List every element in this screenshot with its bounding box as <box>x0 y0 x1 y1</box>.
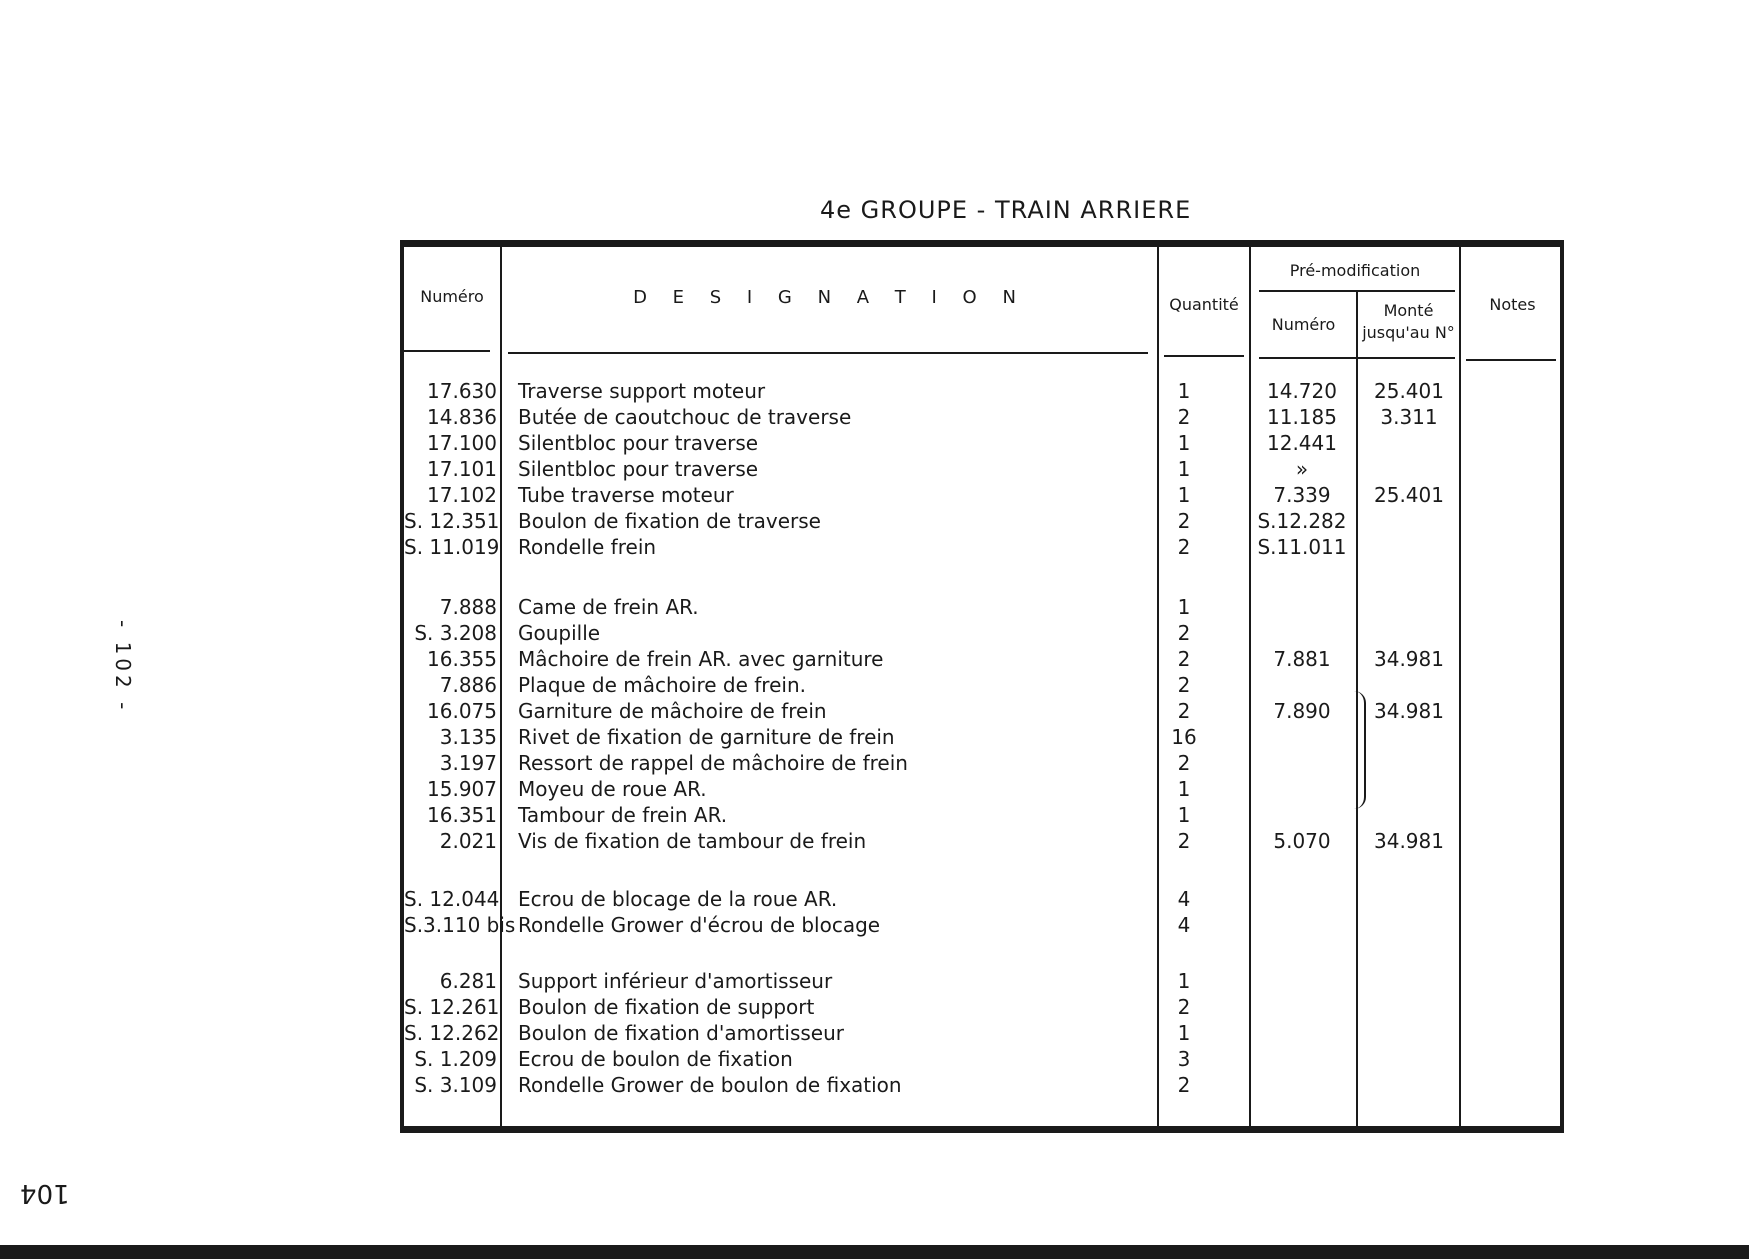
cell-quantite: 2 <box>1177 647 1191 671</box>
cell-premod-numero: 11.185 <box>1267 405 1337 429</box>
table-row <box>404 379 1560 405</box>
scan-edge <box>0 1245 1749 1259</box>
table-row <box>404 699 1560 725</box>
cell-premod-numero: 7.881 <box>1273 647 1331 671</box>
side-page-number: - 102 - <box>111 620 135 714</box>
cell-quantite: 1 <box>1177 483 1191 507</box>
cell-quantite: 2 <box>1177 699 1191 723</box>
header-premod: Pré-modification <box>1289 261 1421 280</box>
table-row <box>404 535 1560 561</box>
cell-premod-monte: 34.981 <box>1374 829 1444 853</box>
table-row <box>404 509 1560 535</box>
cell-quantite: 2 <box>1177 1073 1191 1097</box>
cell-numero: S. 3.109 <box>414 1073 497 1097</box>
table-row <box>404 995 1560 1021</box>
table-row <box>404 1047 1560 1073</box>
cell-premod-numero: S.11.011 <box>1257 535 1347 559</box>
cell-designation: Mâchoire de frein AR. avec garniture <box>518 647 884 671</box>
header-premod-monte: Monté <box>1383 301 1434 320</box>
cell-premod-numero: » <box>1295 457 1309 481</box>
cell-numero: S. 1.209 <box>414 1047 497 1071</box>
cell-designation: Rondelle frein <box>518 535 657 559</box>
cell-numero: 17.101 <box>427 457 497 481</box>
cell-premod-monte: 34.981 <box>1374 647 1444 671</box>
header-notes: Notes <box>1489 295 1536 314</box>
cell-numero: 16.355 <box>427 647 497 671</box>
cell-designation: Rivet de fixation de garniture de frein <box>518 725 895 749</box>
table-row <box>404 969 1560 995</box>
cell-premod-numero: 5.070 <box>1273 829 1331 853</box>
cell-quantite: 4 <box>1177 887 1191 911</box>
cell-numero: 2.021 <box>439 829 497 853</box>
cell-designation: Garniture de mâchoire de frein <box>518 699 827 723</box>
cell-premod-monte: 25.401 <box>1374 483 1444 507</box>
cell-designation: Silentbloc pour traverse <box>518 431 759 455</box>
table-row <box>404 913 1560 939</box>
table-row <box>404 457 1560 483</box>
cell-numero: S.3.110 bis <box>404 913 516 937</box>
cell-designation: Ecrou de blocage de la roue AR. <box>518 887 838 911</box>
header-quantite: Quantité <box>1169 295 1239 314</box>
cell-numero: 16.351 <box>427 803 497 827</box>
cell-quantite: 1 <box>1177 457 1191 481</box>
cell-designation: Ecrou de boulon de fixation <box>518 1047 793 1071</box>
cell-numero: 3.135 <box>439 725 497 749</box>
cell-designation: Silentbloc pour traverse <box>518 457 759 481</box>
cell-quantite: 2 <box>1177 405 1191 429</box>
cell-designation: Rondelle Grower d'écrou de blocage <box>518 913 881 937</box>
cell-numero: 17.102 <box>427 483 497 507</box>
cell-quantite: 16 <box>1171 725 1197 749</box>
cell-designation: Traverse support moteur <box>518 379 766 403</box>
cell-designation: Support inférieur d'amortisseur <box>518 969 833 993</box>
cell-numero: S. 11.019 <box>404 535 500 559</box>
cell-numero: 17.630 <box>427 379 497 403</box>
cell-quantite: 1 <box>1177 595 1191 619</box>
cell-designation: Tambour de frein AR. <box>518 803 728 827</box>
cell-quantite: 2 <box>1177 995 1191 1019</box>
table-row <box>404 1073 1560 1099</box>
table-row <box>404 673 1560 699</box>
cell-premod-numero: 7.890 <box>1273 699 1331 723</box>
cell-premod-numero: 7.339 <box>1273 483 1331 507</box>
cell-numero: 7.886 <box>439 673 497 697</box>
cell-quantite: 2 <box>1177 673 1191 697</box>
page-number: 104 <box>20 1178 70 1208</box>
cell-designation: Moyeu de roue AR. <box>518 777 707 801</box>
cell-premod-monte: 25.401 <box>1374 379 1444 403</box>
table-row <box>404 751 1560 777</box>
cell-quantite: 2 <box>1177 535 1191 559</box>
cell-designation: Ressort de rappel de mâchoire de frein <box>518 751 908 775</box>
cell-quantite: 1 <box>1177 969 1191 993</box>
cell-numero: 6.281 <box>439 969 497 993</box>
header-numero: Numéro <box>420 287 484 306</box>
parts-table <box>400 240 1564 1133</box>
cell-premod-monte: 3.311 <box>1380 405 1438 429</box>
header-premod-monte-suffix: jusqu'au N° <box>1362 323 1455 342</box>
page-title: 4e GROUPE - TRAIN ARRIERE <box>820 196 1192 224</box>
cell-quantite: 1 <box>1177 431 1191 455</box>
cell-designation: Tube traverse moteur <box>518 483 734 507</box>
table-row <box>404 621 1560 647</box>
cell-designation: Boulon de fixation d'amortisseur <box>518 1021 845 1045</box>
cell-numero: S. 12.351 <box>404 509 500 533</box>
cell-numero: 17.100 <box>427 431 497 455</box>
cell-numero: S. 12.261 <box>404 995 500 1019</box>
cell-designation: Came de frein AR. <box>518 595 699 619</box>
cell-quantite: 1 <box>1177 777 1191 801</box>
cell-numero: S. 12.262 <box>404 1021 500 1045</box>
cell-designation: Goupille <box>518 621 601 645</box>
cell-designation: Butée de caoutchouc de traverse <box>518 405 852 429</box>
cell-quantite: 2 <box>1177 829 1191 853</box>
cell-premod-monte: 34.981 <box>1374 699 1444 723</box>
table-row <box>404 1021 1560 1047</box>
cell-designation: Boulon de fixation de traverse <box>518 509 821 533</box>
table-row <box>404 483 1560 509</box>
table-row <box>404 431 1560 457</box>
cell-premod-numero: 14.720 <box>1267 379 1337 403</box>
cell-numero: 14.836 <box>427 405 497 429</box>
cell-numero: S. 12.044 <box>404 887 500 911</box>
header-designation: D E S I G N A T I O N <box>633 287 1026 308</box>
cell-designation: Vis de fixation de tambour de frein <box>518 829 867 853</box>
cell-premod-numero: S.12.282 <box>1257 509 1347 533</box>
cell-designation: Plaque de mâchoire de frein. <box>518 673 806 697</box>
table-row <box>404 887 1560 913</box>
cell-quantite: 1 <box>1177 379 1191 403</box>
table-row <box>404 647 1560 673</box>
cell-numero: 7.888 <box>439 595 497 619</box>
cell-premod-numero: 12.441 <box>1267 431 1337 455</box>
cell-quantite: 2 <box>1177 751 1191 775</box>
table-row <box>404 405 1560 431</box>
cell-designation: Rondelle Grower de boulon de fixation <box>518 1073 902 1097</box>
table-body <box>404 247 1560 1126</box>
cell-quantite: 2 <box>1177 509 1191 533</box>
cell-quantite: 4 <box>1177 913 1191 937</box>
cell-numero: 15.907 <box>427 777 497 801</box>
cell-numero: 16.075 <box>427 699 497 723</box>
cell-quantite: 2 <box>1177 621 1191 645</box>
cell-quantite: 3 <box>1177 1047 1191 1071</box>
table-row <box>404 829 1560 855</box>
cell-designation: Boulon de fixation de support <box>518 995 815 1019</box>
cell-quantite: 1 <box>1177 1021 1191 1045</box>
cell-quantite: 1 <box>1177 803 1191 827</box>
header-premod-numero: Numéro <box>1271 315 1336 334</box>
cell-numero: 3.197 <box>439 751 497 775</box>
table-row <box>404 777 1560 803</box>
table-row <box>404 725 1560 751</box>
cell-numero: S. 3.208 <box>414 621 497 645</box>
table-row <box>404 595 1560 621</box>
table-row <box>404 803 1560 829</box>
